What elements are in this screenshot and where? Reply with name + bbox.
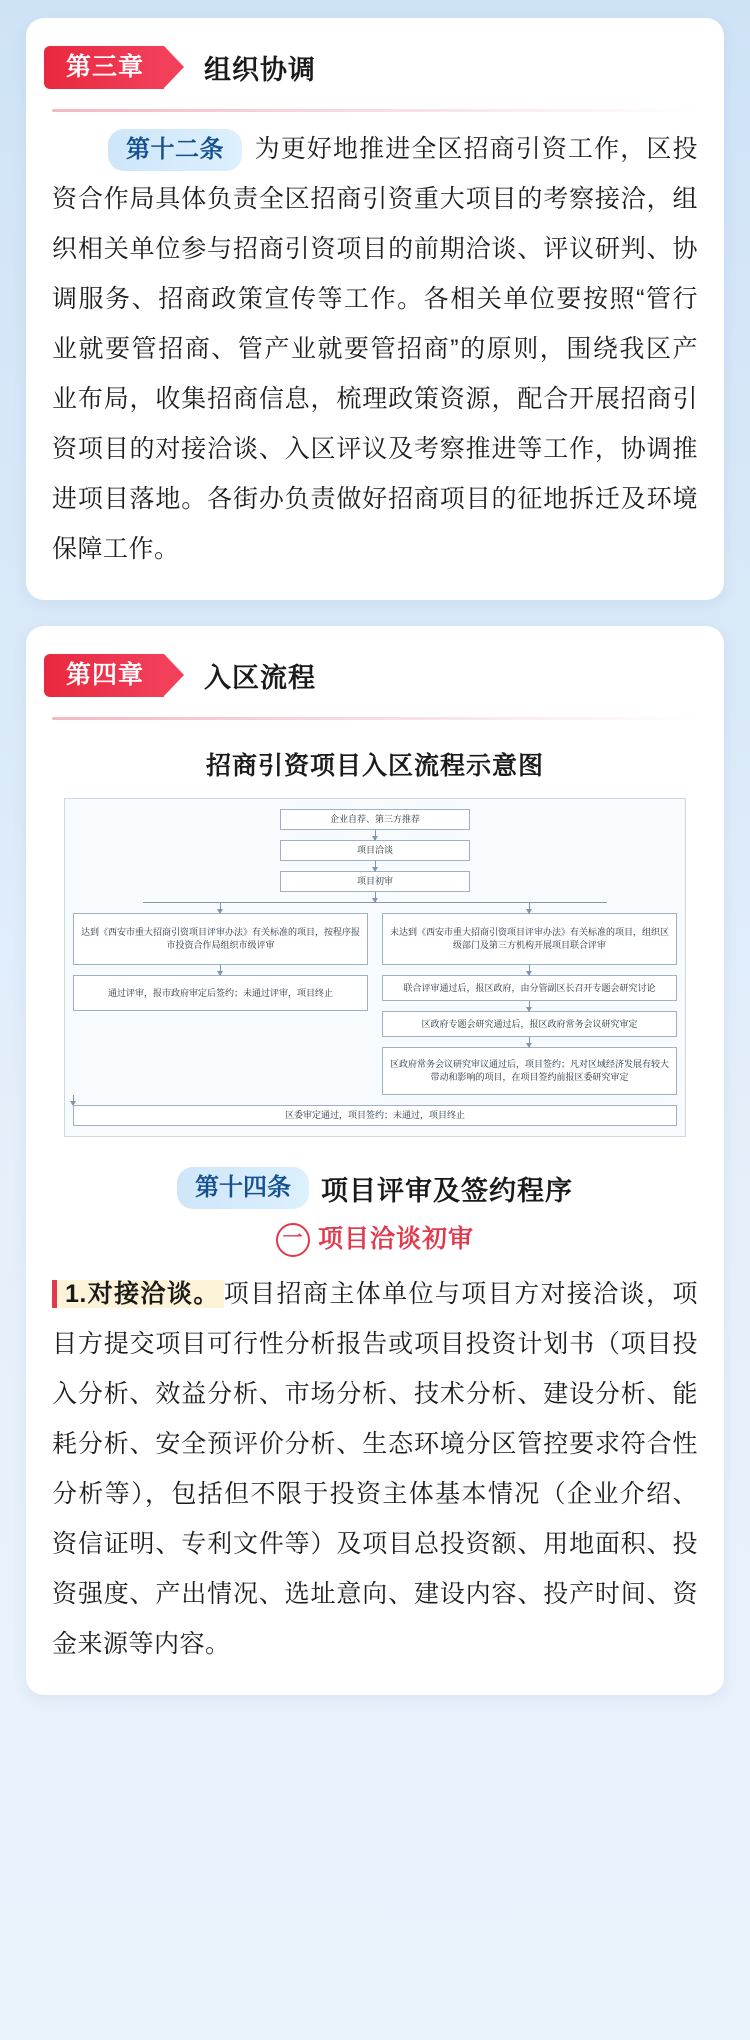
article-14-tag: 第十四条 [177,1167,309,1209]
subsection-1-heading [52,1219,698,1257]
flow-left-node-2: 通过评审，报市政府审定后签约；未通过评审，项目终止 [73,975,368,1011]
flow-step-1: 企业自荐、第三方推荐 [280,809,470,830]
flow-step-1-row [73,809,677,830]
chapter-4-body [26,717,724,1669]
flow-final-row [73,1105,677,1126]
flow-arrow-right-2 [529,965,530,975]
chapter-4-header [26,626,724,703]
chapter-4-title: 入区流程 [204,663,317,693]
flow-right-node-2: 联合评审通过后，报区政府，由分管副区长召开专题会研究讨论 [382,975,677,1001]
flow-arrow-left-1 [220,903,221,913]
item-1-paragraph [52,1269,698,1669]
article-12-paragraph [52,124,698,574]
flow-left-node-1: 达到《西安市重大招商引资项目评审办法》有关标准的项目，按程序报市投资合作局组织市级评审 [73,913,368,965]
flow-arrow-right-3 [529,1001,530,1011]
article-14-header [52,1167,698,1209]
chapter-3-tag: 第三章 [44,46,164,89]
article-14-title: 项目评审及签约程序 [321,1175,573,1206]
chapter-3-divider [52,109,698,112]
subsection-title: 项目洽谈初审 [317,1225,474,1253]
flow-right-node-4: 区政府常务会议研究审议通过后，项目签约；凡对区域经济发展有较大带动和影响的项目，在项目签约前报区委研究审定 [382,1047,677,1095]
flow-branch-right [382,903,677,1095]
chapter-4-tag: 第四章 [44,654,164,697]
flow-right-node-3: 区政府专题会研究通过后，报区政府常务会议研究审定 [382,1011,677,1037]
flow-arrow-1 [375,830,376,840]
subsection-number: 一 [276,1223,310,1257]
flowchart-title: 招商引资项目入区流程示意图 [205,752,544,780]
flow-step-3: 项目初审 [280,871,470,892]
flow-right-node-1: 未达到《西安市重大招商引资项目评审办法》有关标准的项目，组织区级部门及第三方机构开展项目联合评审 [382,913,677,965]
article-12-text: 为更好地推进全区招商引资工作，区投资合作局具体负责全区招商引资重大项目的考察接洽，组织相关单位参与招商引资项目的前期洽谈、评议研判、协调服务、招商政策宣传等工作。各相关单位要按照“管行业就要管招商、管产业就要管招商”的原则，围绕我区产业布局，收集招商信息，梳理政策资源，配合开展招商引资项目的对接洽谈、入区评议及考察推进等工作，协调推进项目落地。各街办负责做好招商项目的征地拆迁及环境保障工作。 [52,135,698,563]
chapter-3-header [26,18,724,95]
flow-step-2: 项目洽谈 [280,840,470,861]
chapter-4-divider [52,717,698,720]
chapter-3-body [26,109,724,574]
flow-arrow-2 [375,861,376,871]
chapter-3-title: 组织协调 [204,55,317,85]
flowchart-diagram [64,798,686,1137]
flow-branches [73,903,677,1095]
chapter-3-card [26,18,724,600]
chapter-4-card [26,626,724,1695]
flow-branch-left [73,903,368,1095]
article-12-tag: 第十二条 [108,129,242,171]
flow-final-node: 区委审定通过，项目签约；未通过，项目终止 [73,1105,677,1126]
flow-arrow-final [73,1095,74,1105]
flow-arrow-3 [375,892,376,902]
flow-arrow-right-4 [529,1037,530,1047]
flow-arrow-left-2 [220,965,221,975]
flow-arrow-right-1 [529,903,530,913]
flow-step-2-row [73,840,677,861]
item-1-text: 项目招商主体单位与项目方对接洽谈，项目方提交项目可行性分析报告或项目投资计划书（项目投入分析、效益分析、市场分析、技术分析、建设分析、能耗分析、安全预评价分析、生态环境分区管控要求符合性分析等），包括但不限于投资主体基本情况（企业介绍、资信证明、专利文件等）及项目总投资额、用地面积、投资强度、产出情况、选址意向、建设内容、投产时间、资金来源等内容。 [52,1280,698,1659]
item-1-lead: 1.对接洽谈。 [52,1280,224,1308]
flow-step-3-row [73,871,677,892]
